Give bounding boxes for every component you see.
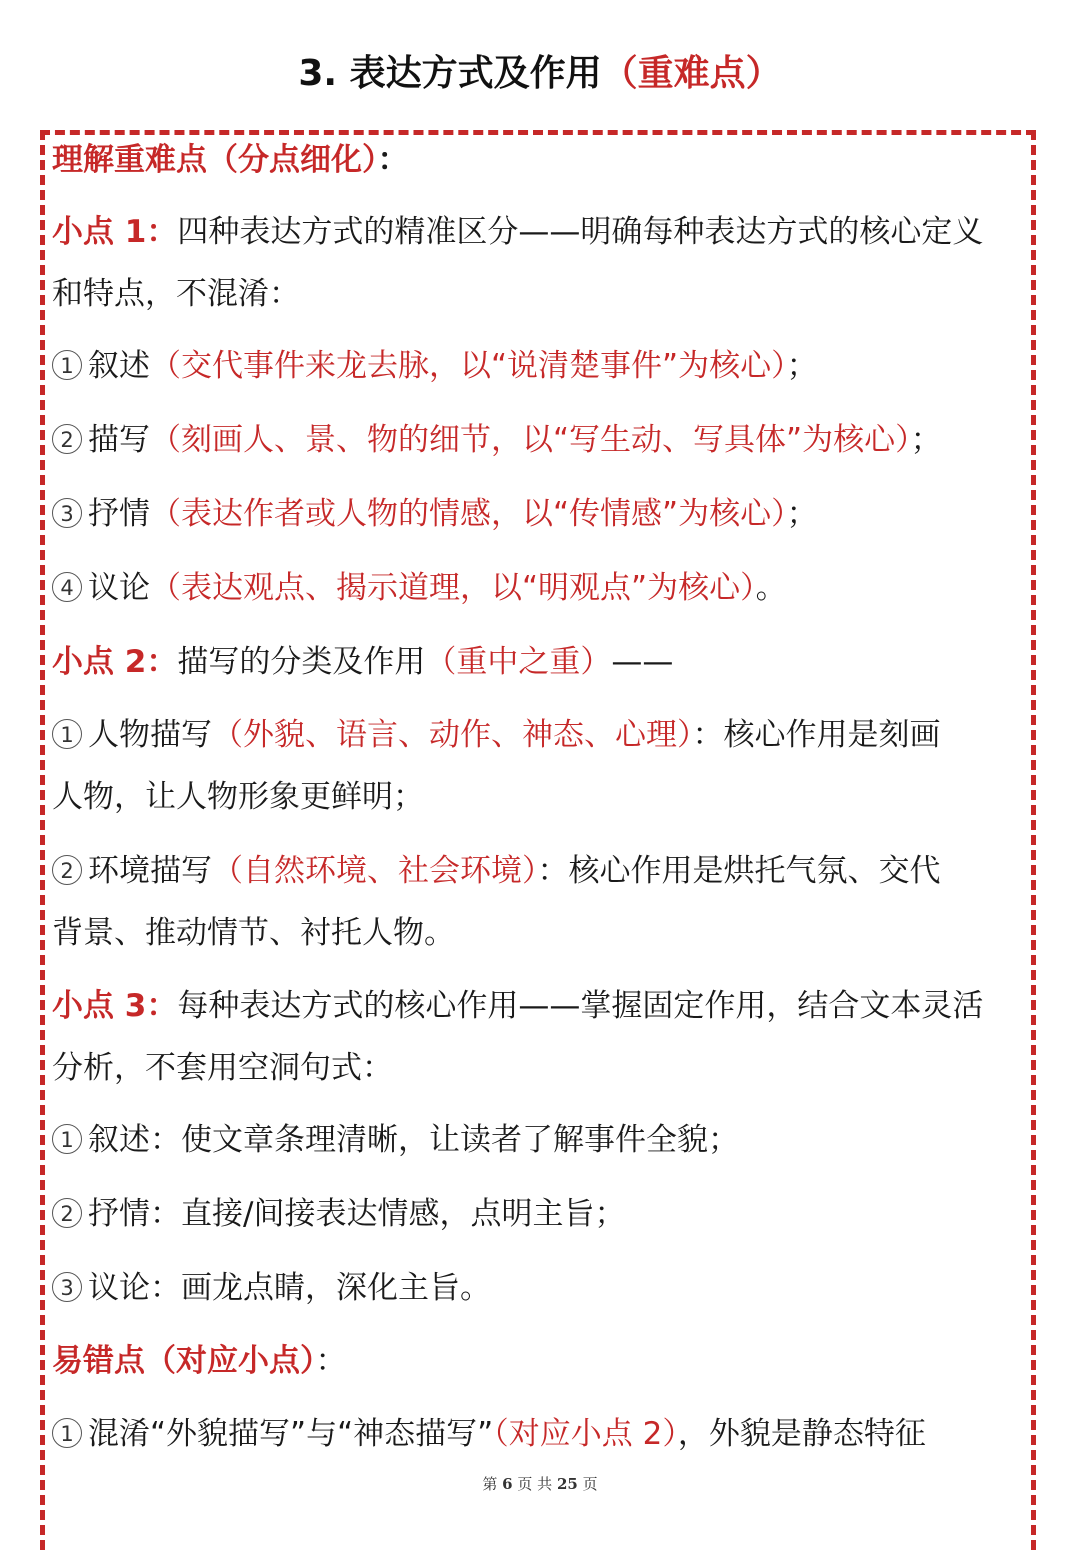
circled-number: 2: [52, 1198, 82, 1228]
section-heading-label: 理解重难点（分点细化）: [52, 142, 378, 178]
item-text: 叙述：使文章条理清晰，让读者了解事件全貌；: [88, 1122, 739, 1158]
item-line2: 人物，让人物形象更鲜明；: [52, 779, 424, 815]
item-term: 抒情: [88, 496, 150, 532]
errors-item-1: [52, 1412, 1037, 1456]
errors-heading: [52, 1339, 1037, 1383]
point1-item-3: [52, 492, 1037, 536]
point2-dash: ——: [611, 644, 674, 680]
item-line2: 背景、推动情节、衬托人物。: [52, 915, 455, 951]
point3-item-1: [52, 1118, 1037, 1162]
circled-number: 3: [52, 498, 82, 528]
point3-text-line1: 每种表达方式的核心作用——掌握固定作用，结合文本灵活: [177, 988, 984, 1024]
item-text: 议论：画龙点睛，深化主旨。: [88, 1270, 491, 1306]
point2-highlight: （重中之重）: [425, 644, 612, 680]
point2-item-1: [52, 713, 1037, 757]
page-footer: [0, 1473, 1080, 1494]
point3-label: 小点 3：: [52, 988, 178, 1024]
point1-text-line2: 和特点，不混淆：: [52, 276, 300, 312]
footer-total: 25: [556, 1475, 578, 1493]
item-detail: （交代事件来龙去脉，以“说清楚事件”为核心）: [150, 348, 787, 384]
item-term: 环境描写: [88, 853, 212, 889]
point1-line2: [52, 272, 1037, 316]
item-rest: ：核心作用是烘托气氛、交代: [537, 853, 941, 889]
point2-item-1-line2: [52, 775, 1037, 819]
point2-item-2-line2: [52, 911, 1037, 955]
section-heading-suffix: ：: [377, 142, 409, 178]
item-detail: （外貌、语言、动作、神态、心理）: [212, 717, 693, 753]
point1-label: 小点 1：: [52, 214, 178, 250]
circled-number: 1: [52, 719, 82, 749]
point3-line2: [52, 1046, 1037, 1090]
footer-prefix: 第: [482, 1475, 498, 1493]
section-heading: [52, 138, 1037, 182]
item-detail: （自然环境、社会环境）: [212, 853, 538, 889]
item-end: 。: [755, 570, 787, 606]
item-end: ；: [910, 422, 942, 458]
title-main: 3. 表达方式及作用: [298, 53, 602, 94]
errors-suffix: ：: [315, 1343, 347, 1379]
item-detail: （刻画人、景、物的细节，以“写生动、写具体”为核心）: [150, 422, 911, 458]
circled-number: 2: [52, 424, 82, 454]
point3-item-3: [52, 1266, 1037, 1310]
item-term: 叙述: [88, 348, 150, 384]
item-rest: ，外貌是静态特征: [677, 1416, 926, 1452]
item-term: 描写: [88, 422, 150, 458]
circled-number: 4: [52, 572, 82, 602]
item-end: ；: [786, 348, 818, 384]
point1-item-4: [52, 566, 1037, 610]
point2-label: 小点 2：: [52, 644, 178, 680]
item-text: 混淆“外貌描写”与“神态描写”: [88, 1416, 494, 1452]
dashed-frame: [40, 130, 1036, 1550]
circled-number: 1: [52, 1124, 82, 1154]
errors-label: 易错点（对应小点）: [52, 1343, 316, 1379]
title-highlight: （重难点）: [601, 53, 782, 94]
point1-item-2: [52, 418, 1037, 462]
item-detail: （表达观点、揭示道理，以“明观点”为核心）: [150, 570, 756, 606]
point2-text: 描写的分类及作用: [177, 644, 426, 680]
footer-suffix: 页: [582, 1475, 598, 1493]
circled-number: 1: [52, 1418, 82, 1448]
circled-number: 2: [52, 855, 82, 885]
item-highlight: （对应小点 2）: [493, 1416, 678, 1452]
item-text: 抒情：直接/间接表达情感，点明主旨；: [88, 1196, 626, 1232]
point2-item-2: [52, 849, 1037, 893]
point3-item-2: [52, 1192, 1037, 1236]
circled-number: 3: [52, 1272, 82, 1302]
item-rest: ：核心作用是刻画: [692, 717, 941, 753]
point3-text-line2: 分析，不套用空洞句式：: [52, 1050, 393, 1086]
point3-line1: [52, 984, 1037, 1028]
circled-number: 1: [52, 350, 82, 380]
item-end: ；: [786, 496, 818, 532]
page-title: [0, 48, 1080, 100]
item-detail: （表达作者或人物的情感，以“传情感”为核心）: [150, 496, 787, 532]
item-term: 人物描写: [88, 717, 212, 753]
point1-line1: [52, 210, 1037, 254]
footer-page: 6: [502, 1475, 513, 1493]
point2-line: [52, 640, 1037, 684]
point1-item-1: [52, 344, 1037, 388]
footer-middle: 页 共: [517, 1475, 553, 1493]
point1-text-line1: 四种表达方式的精准区分——明确每种表达方式的核心定义: [177, 214, 984, 250]
item-term: 议论: [88, 570, 150, 606]
